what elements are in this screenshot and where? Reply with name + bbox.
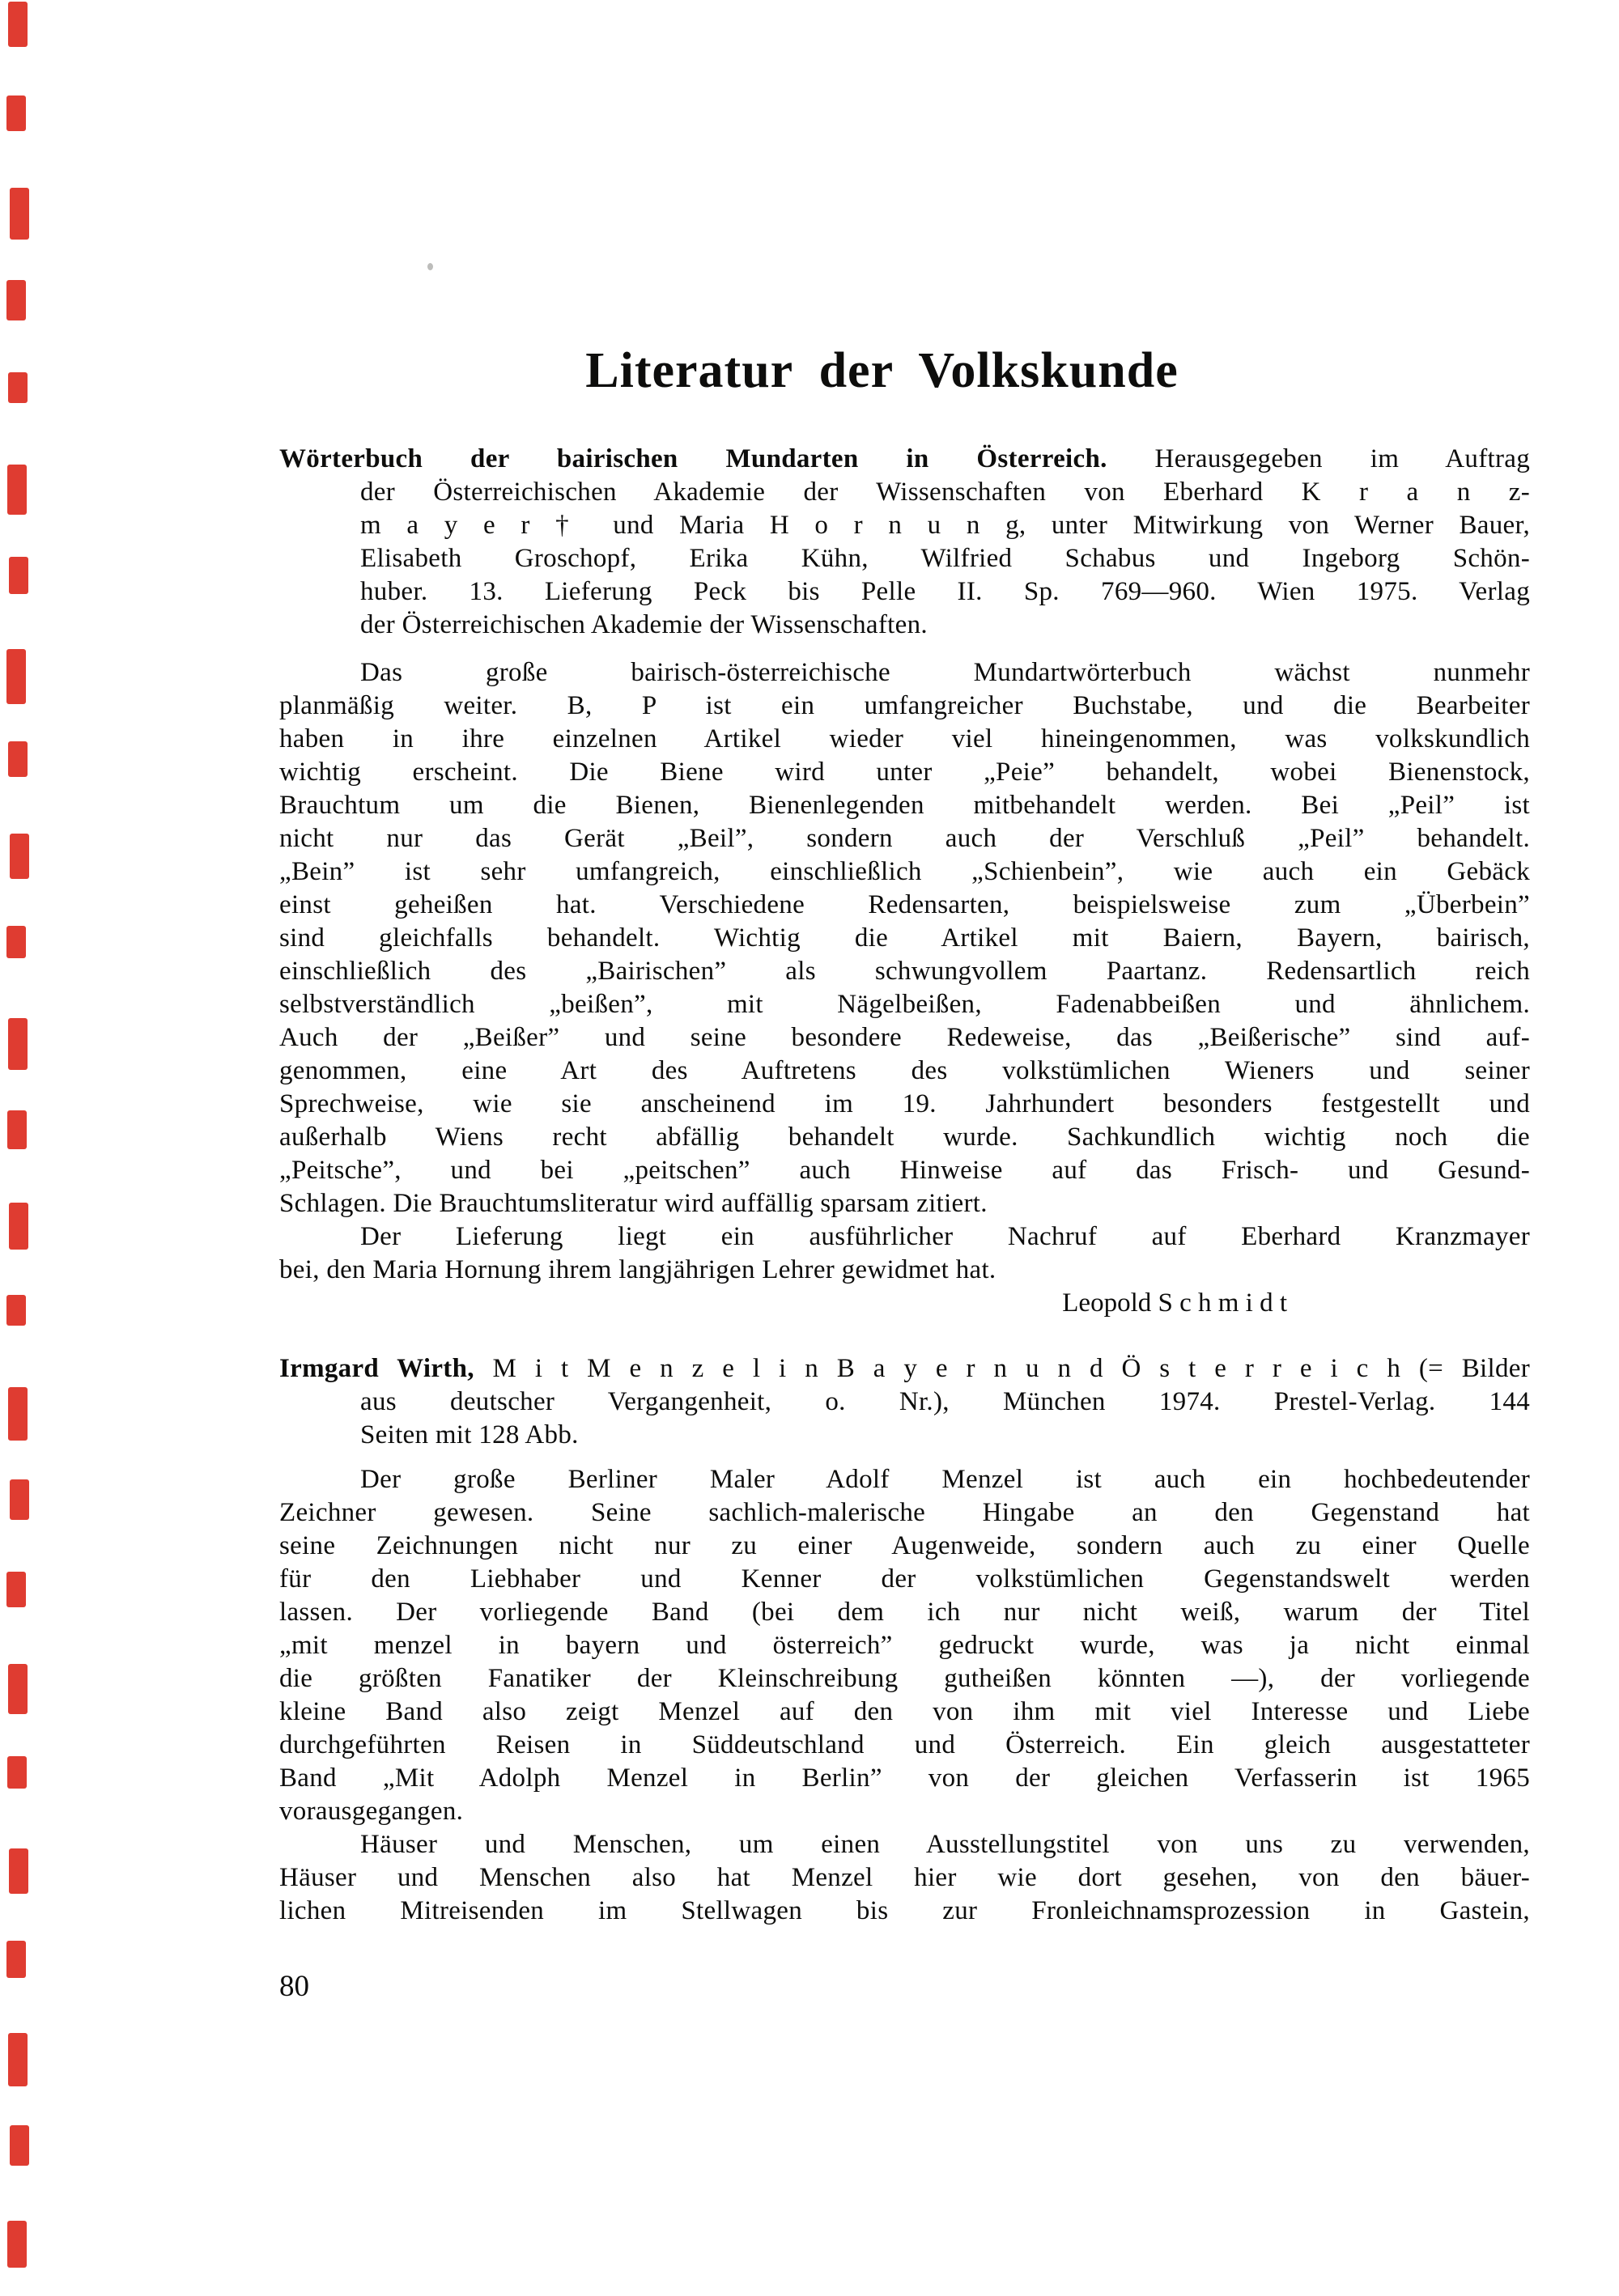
text-line: Brauchtum um die Bienen, Bienenlegenden mitbehandelt werden. Bei „Peil” ist xyxy=(279,791,1530,821)
red-edge-mark xyxy=(7,1756,27,1789)
text-line: die größten Fanatiker der Kleinschreibung gutheißen könnten —), der vorliegende xyxy=(279,1664,1530,1694)
red-edge-mark xyxy=(6,95,26,131)
text-line: m a y e r † und Maria H o r n u n g, unter Mitwirkung von Werner Bauer, xyxy=(360,511,1530,541)
red-edge-mark xyxy=(6,649,26,704)
red-edge-mark xyxy=(8,1018,28,1070)
review-paragraph xyxy=(279,1220,1530,1287)
bib-continuation xyxy=(279,476,1530,642)
text-line: selbstverständlich „beißen”, mit Nägelbeißen, Fadenabbeißen und ähnlichem. xyxy=(279,990,1530,1020)
text-line: durchgeführten Reisen in Süddeutschland und Österreich. Ein gleich ausgestatteter xyxy=(279,1730,1530,1760)
red-edge-mark xyxy=(10,188,29,240)
text-line: Band „Mit Adolph Menzel in Berlin” von der gleichen Verfasserin ist 1965 xyxy=(279,1763,1530,1793)
red-edge-mark xyxy=(6,926,26,958)
text-line: aus deutscher Vergangenheit, o. Nr.), München 1974. Prestel-Verlag. 144 xyxy=(360,1387,1530,1417)
red-edge-mark xyxy=(10,2125,29,2166)
text-line: huber. 13. Lieferung Peck bis Pelle II. Sp. 769—960. Wien 1975. Verlag xyxy=(360,577,1530,607)
text-line: „mit menzel in bayern und österreich” gedruckt wurde, was ja nicht einmal xyxy=(279,1631,1530,1661)
text-line: kleine Band also zeigt Menzel auf den von ihm mit viel Interesse und Liebe xyxy=(279,1697,1530,1727)
text-line: seine Zeichnungen nicht nur zu einer Augenweide, sondern auch zu einer Quelle xyxy=(279,1531,1530,1561)
red-edge-mark xyxy=(6,280,26,320)
red-edge-mark xyxy=(8,372,28,403)
text-line: Der große Berliner Maler Adolf Menzel ist auch ein hochbedeutender xyxy=(360,1465,1530,1495)
text-line: wichtig erscheint. Die Biene wird unter „Peie” behandelt, wobei Bienenstock, xyxy=(279,758,1530,787)
red-edge-mark xyxy=(7,2221,27,2268)
text-line: Seiten mit 128 Abb. xyxy=(360,1420,579,1450)
text-line: nicht nur das Gerät „Beil”, sondern auch der Verschluß „Peil” behandelt. xyxy=(279,824,1530,854)
text-line: der Österreichischen Akademie der Wissenschaften. xyxy=(360,610,928,640)
text-line: für den Liebhaber und Kenner der volkstümlichen Gegenstandswelt werden xyxy=(279,1564,1530,1594)
bib-entry-woerterbuch xyxy=(279,443,1530,642)
bib-heading-bold: Wörterbuch der bairischen Mundarten in Österreich. xyxy=(279,444,1107,474)
red-edge-mark xyxy=(7,1110,27,1149)
bib-heading-bold: Irmgard Wirth, xyxy=(279,1354,474,1384)
red-edge-mark xyxy=(9,1203,28,1250)
page-title: Literatur der Volkskunde xyxy=(585,343,1179,398)
text-line: einst geheißen hat. Verschiedene Redensarten, beispielsweise zum „Überbein” xyxy=(279,890,1530,920)
text-line: sind gleichfalls behandelt. Wichtig die Artikel mit Baiern, Bayern, bairisch, xyxy=(279,923,1530,953)
text-line: Häuser und Menschen also hat Menzel hier wie dort gesehen, von den bäuer- xyxy=(279,1863,1530,1893)
red-edge-mark xyxy=(8,1664,28,1714)
review-paragraph xyxy=(279,1463,1530,1828)
page-number: 80 xyxy=(279,1970,309,2004)
text-line: vorausgegangen. xyxy=(279,1797,464,1827)
review-paragraph xyxy=(279,1828,1530,1928)
text-line: einschließlich des „Bairischen” als schwungvollem Paartanz. Redensartlich reich xyxy=(279,957,1530,987)
text-line: „Bein” ist sehr umfangreich, einschließlich „Schienbein”, wie auch ein Gebäck xyxy=(279,857,1530,887)
text-line: haben in ihre einzelnen Artikel wieder viel hineingenommen, was volkskundlich xyxy=(279,724,1530,754)
text-line: Auch der „Beißer” und seine besondere Redeweise, das „Beißerische” sind auf- xyxy=(279,1023,1530,1053)
text-line: Das große bairisch-österreichische Mundartwörterbuch wächst nunmehr xyxy=(360,658,1530,688)
text-line: der Österreichischen Akademie der Wissenschaften von Eberhard K r a n z- xyxy=(360,477,1530,507)
red-edge-mark xyxy=(10,834,29,879)
review-paragraph xyxy=(279,656,1530,1220)
red-edge-marks xyxy=(0,0,49,2296)
reviewer-signature: Leopold S c h m i d t xyxy=(1062,1288,1287,1318)
text-line: Häuser und Menschen, um einen Ausstellungstitel von uns zu verwenden, xyxy=(360,1830,1530,1860)
red-edge-mark xyxy=(8,741,28,777)
text-line: lassen. Der vorliegende Band (bei dem ich nur nicht weiß, warum der Titel xyxy=(279,1598,1530,1628)
text-line: bei, den Maria Hornung ihrem langjährigen Lehrer gewidmet hat. xyxy=(279,1255,996,1285)
red-edge-mark xyxy=(8,1387,28,1441)
red-edge-mark xyxy=(9,1848,28,1894)
text-line: Sprechweise, wie sie anscheinend im 19. Jahrhundert besonders festgestellt und xyxy=(279,1089,1530,1119)
red-edge-mark xyxy=(9,557,28,594)
text-line: genommen, eine Art des Auftretens des volkstümlichen Wieners und seiner xyxy=(279,1056,1530,1086)
text-line: Elisabeth Groschopf, Erika Kühn, Wilfried Schabus und Ingeborg Schön- xyxy=(360,544,1530,574)
text-line: außerhalb Wiens recht abfällig behandelt wurde. Sachkundlich wichtig noch die xyxy=(279,1123,1530,1152)
bib-continuation xyxy=(279,1386,1530,1452)
text-line: Zeichner gewesen. Seine sachlich-malerische Hingabe an den Gegenstand hat xyxy=(279,1498,1530,1528)
bib-entry-wirth xyxy=(279,1352,1530,1452)
bib-heading-rest: Herausgegeben im Auftrag xyxy=(1107,444,1531,474)
red-edge-mark xyxy=(8,2033,28,2086)
text-line: Der Lieferung liegt ein ausführlicher Nachruf auf Eberhard Kranzmayer xyxy=(360,1222,1530,1252)
red-edge-mark xyxy=(6,1572,26,1607)
scan-speck xyxy=(427,263,433,270)
text-line: Schlagen. Die Brauchtumsliteratur wird auffällig sparsam zitiert. xyxy=(279,1189,988,1219)
bib-heading-line xyxy=(279,1352,1530,1386)
text-line: „Peitsche”, und bei „peitschen” auch Hinweise auf das Frisch- und Gesund- xyxy=(279,1156,1530,1186)
bib-heading-line xyxy=(279,443,1530,476)
red-edge-mark xyxy=(10,1479,29,1520)
red-edge-mark xyxy=(8,2,28,47)
text-line: planmäßig weiter. B, P ist ein umfangreicher Buchstabe, und die Bearbeiter xyxy=(279,691,1530,721)
red-edge-mark xyxy=(6,1941,26,1978)
red-edge-mark xyxy=(6,1295,26,1326)
text-line: lichen Mitreisenden im Stellwagen bis zur Fronleichnamsprozession in Gastein, xyxy=(279,1896,1530,1926)
bib-heading-rest: M i t M e n z e l i n B a y e r n u n d Ö s t e r r e i c h (= Bilder xyxy=(474,1354,1530,1384)
red-edge-mark xyxy=(7,465,27,515)
